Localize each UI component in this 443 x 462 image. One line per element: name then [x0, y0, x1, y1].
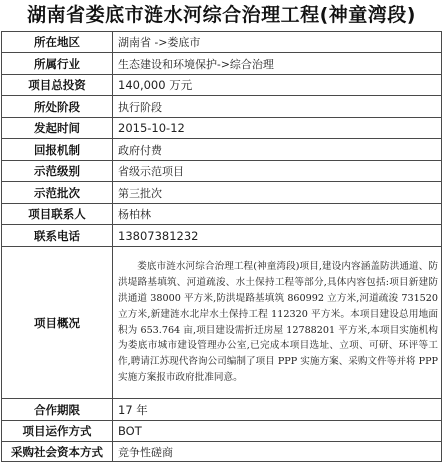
return-mechanism-label: 回报机制	[2, 139, 113, 161]
phone-value: 13807381232	[113, 225, 442, 247]
table-row-operation-mode	[2, 421, 442, 442]
table-row-overview	[2, 247, 442, 399]
demo-batch-label: 示范批次	[2, 182, 113, 204]
table-row-procurement-method	[2, 442, 442, 462]
stage-label: 所处阶段	[2, 96, 113, 118]
table-row-return-mechanism	[2, 139, 442, 161]
phone-label: 联系电话	[2, 225, 113, 247]
table-row-phone	[2, 225, 442, 247]
stage-value: 执行阶段	[113, 96, 442, 118]
demo-level-value: 省级示范项目	[113, 161, 442, 182]
table-row-cooperation-period	[2, 399, 442, 421]
table-row-total-investment	[2, 75, 442, 96]
return-mechanism-value: 政府付费	[113, 139, 442, 161]
total-investment-value: 140,000 万元	[113, 75, 442, 96]
cooperation-period-label: 合作期限	[2, 399, 113, 421]
procurement-method-value: 竞争性磋商	[113, 442, 442, 462]
overview-value: 娄底市涟水河综合治理工程(神童湾段)项目,建设内容涵盖防洪通道、防洪堤路基填筑、河道疏浚、水土保持工程等部分,具体内容包括:项目新建防洪通道 38000 平方米,防洪堤路基填筑 860992 立方米,河道疏浚 731520 立方米,新建涟水北岸水土保持工程 112320 平方米。本项目建设总用地面积为 653.764 亩,项目建设需折迁房屋 12788201 平方米,本项目实施机构为娄底市城市建设管理办公室,已完成本项目选址、立项、可研、环评等工作,聘请江苏现代咨询公司编制了项目 PPP 实施方案、采购文件等并将 PPP 实施方案报市政府批准同意。	[113, 247, 442, 399]
operation-mode-value: BOT	[113, 421, 442, 442]
contact-person-label: 项目联系人	[2, 204, 113, 225]
procurement-method-label: 采购社会资本方式	[2, 442, 113, 462]
operation-mode-label: 项目运作方式	[2, 421, 113, 442]
start-date-label: 发起时间	[2, 118, 113, 139]
overview-label: 项目概况	[2, 247, 113, 399]
total-investment-label: 项目总投资	[2, 75, 113, 96]
table-row-contact-person	[2, 204, 442, 225]
table-row-industry	[2, 53, 442, 75]
table-row-stage	[2, 96, 442, 118]
industry-label: 所属行业	[2, 53, 113, 75]
cooperation-period-value: 17 年	[113, 399, 442, 421]
page-title: 湖南省娄底市涟水河综合治理工程(神童湾段)	[27, 4, 416, 26]
region-label: 所在地区	[2, 32, 113, 53]
demo-batch-value: 第三批次	[113, 182, 442, 204]
start-date-value: 2015-10-12	[113, 118, 442, 139]
table-row-start-date	[2, 118, 442, 139]
demo-level-label: 示范级别	[2, 161, 113, 182]
table-row-region	[2, 32, 442, 53]
table-row-demo-batch	[2, 182, 442, 204]
project-info-table	[1, 31, 442, 462]
region-value: 湖南省 ->娄底市	[113, 32, 442, 53]
industry-value: 生态建设和环境保护->综合治理	[113, 53, 442, 75]
table-row-demo-level	[2, 161, 442, 182]
contact-person-value: 杨柏林	[113, 204, 442, 225]
